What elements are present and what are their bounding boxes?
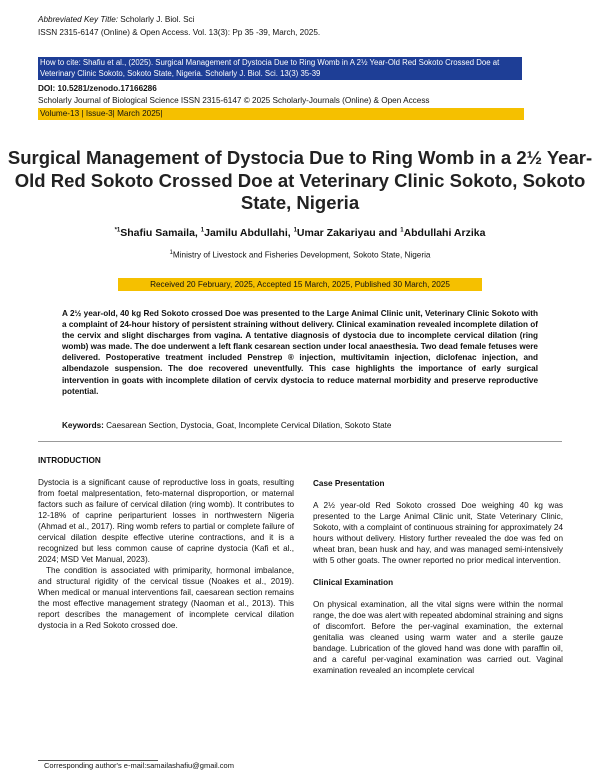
- issn-line: ISSN 2315-6147 (Online) & Open Access. Vol. 13(3): Pp 35 -39, March, 2025.: [38, 28, 321, 37]
- left-column: [38, 455, 294, 631]
- corresponding-author: Corresponding author's e-mail:samailashafiu@gmail.com: [44, 761, 234, 770]
- section-heading-introduction: INTRODUCTION: [38, 456, 101, 465]
- author-list: $^{*1}$Shafiu Samaila, $^1$Jamilu Abdullahi, $^1$Umar Zakariyau and $^1$Abdullahi Arzika: [114, 227, 486, 239]
- section-heading-clinical: Clinical Examination: [313, 578, 394, 587]
- divider: [38, 441, 562, 442]
- intro-paragraph-1: Dystocia is a significant cause of reproductive loss in goats, resulting from foetal malpresentation, feto-maternal disproportion, or maternal factors such as failure of cervical dilation (ring womb). It contributes to 12-18% of caprine periparturient losses in northwestern Nigeria (Ahmad et al., 2017). Ring womb refers to partial or complete failure of cervical dilation despite effective uterine contractions, and it is a recognized but less common cause of caprine dystocia (Kafi et al., 2024; MSD Vet Manual, 2023).: [38, 478, 294, 564]
- citation-box: How to cite: Shafiu et al., (2025). Surgical Management of Dystocia Due to Ring Womb in A 2½ Year-Old Red Sokoto Crossed Doe at Veterinary Clinic Sokoto, Sokoto State, Nigeria. Scholarly J. Biol. Sci. 13(3) 35-39: [38, 57, 522, 80]
- abbreviated-title: Abbreviated Key Title: Scholarly J. Biol. Sci: [38, 15, 195, 24]
- affiliation: $^1$Ministry of Livestock and Fisheries Development, Sokoto State, Nigeria: [169, 250, 431, 260]
- paper-title: Surgical Management of Dystocia Due to Ring Womb in a 2½ Year-Old Red Sokoto Crossed Doe at Veterinary Clinic Sokoto, Sokoto State, Nigeria: [7, 147, 593, 213]
- keywords: Keywords: Caesarean Section, Dystocia, Goat, Incomplete Cervical Dilation, Sokoto State: [62, 421, 392, 430]
- clinical-paragraph: On physical examination, all the vital signs were within the normal range, the doe was alert with repeated abdominal straining and signs of discomfort. Before the per-vaginal examination, the external genitalia was cleaned using warm water and a sterile gauze bandage. Lubrication of the gloved hand was done with paraffin oil, and a careful per-vaginal examination was carried out. Vaginal examination revealed an incomplete cervical: [313, 600, 563, 675]
- publication-dates: Received 20 February, 2025, Accepted 15 March, 2025, Published 30 March, 2025: [118, 278, 482, 291]
- volume-banner: Volume-13 | Issue-3| March 2025|: [38, 108, 524, 120]
- case-paragraph: A 2½ year-old Red Sokoto crossed Doe weighing 40 kg was presented to the Large Animal Clinic unit, State Veterinary Clinic, Sokoto, with a complaint of continuous straining for approximately 24 hours without delivery. History further revealed the doe was fed on wheat bran, bean husk and hay, and was managed semi-intensively with 5 other goats. The owner reported no prior medical intervention.: [313, 501, 563, 565]
- journal-line: Scholarly Journal of Biological Science ISSN 2315-6147 © 2025 Scholarly-Journals (Online) & Open Access: [38, 96, 430, 105]
- right-column: [313, 478, 563, 676]
- doi[interactable]: DOI: 10.5281/zenodo.17166286: [38, 84, 157, 93]
- intro-paragraph-2: The condition is associated with primiparity, hormonal imbalance, and structural rigidity of the cervical tissue (Noakes et al., 2019). When medical or manual interventions fail, caesarean section remains the most effective management strategy (Naoman et al., 2013). This report describes the management of incomplete cervical dilation dystocia in a Red Sokoto crossed doe.: [38, 566, 294, 630]
- section-heading-case: Case Presentation: [313, 479, 385, 488]
- abstract: A 2½ year-old, 40 kg Red Sokoto crossed Doe was presented to the Large Animal Clinic unit, Veterinary Clinic Sokoto with a complaint of 24-hour history of persistent straining without delivery. Clinical examination revealed incomplete dilation of the cervix and slight discharges from vagina. A tentative diagnosis of dystocia due to incomplete cervical dilation (ring womb) was made. The doe underwent a left flank cesarean section under local anaesthesia. Two dead female fetuses were delivered. Postoperative treatment included Penstrep ® injection, multivitamin injection, diclofenac injection, and albendazole suspension. The doe recovered uneventfully. This case highlights the importance of early surgical intervention in goats with incomplete dilation of cervix dystocia to reduce maternal morbidity and preserve reproductive potential.: [62, 309, 538, 396]
